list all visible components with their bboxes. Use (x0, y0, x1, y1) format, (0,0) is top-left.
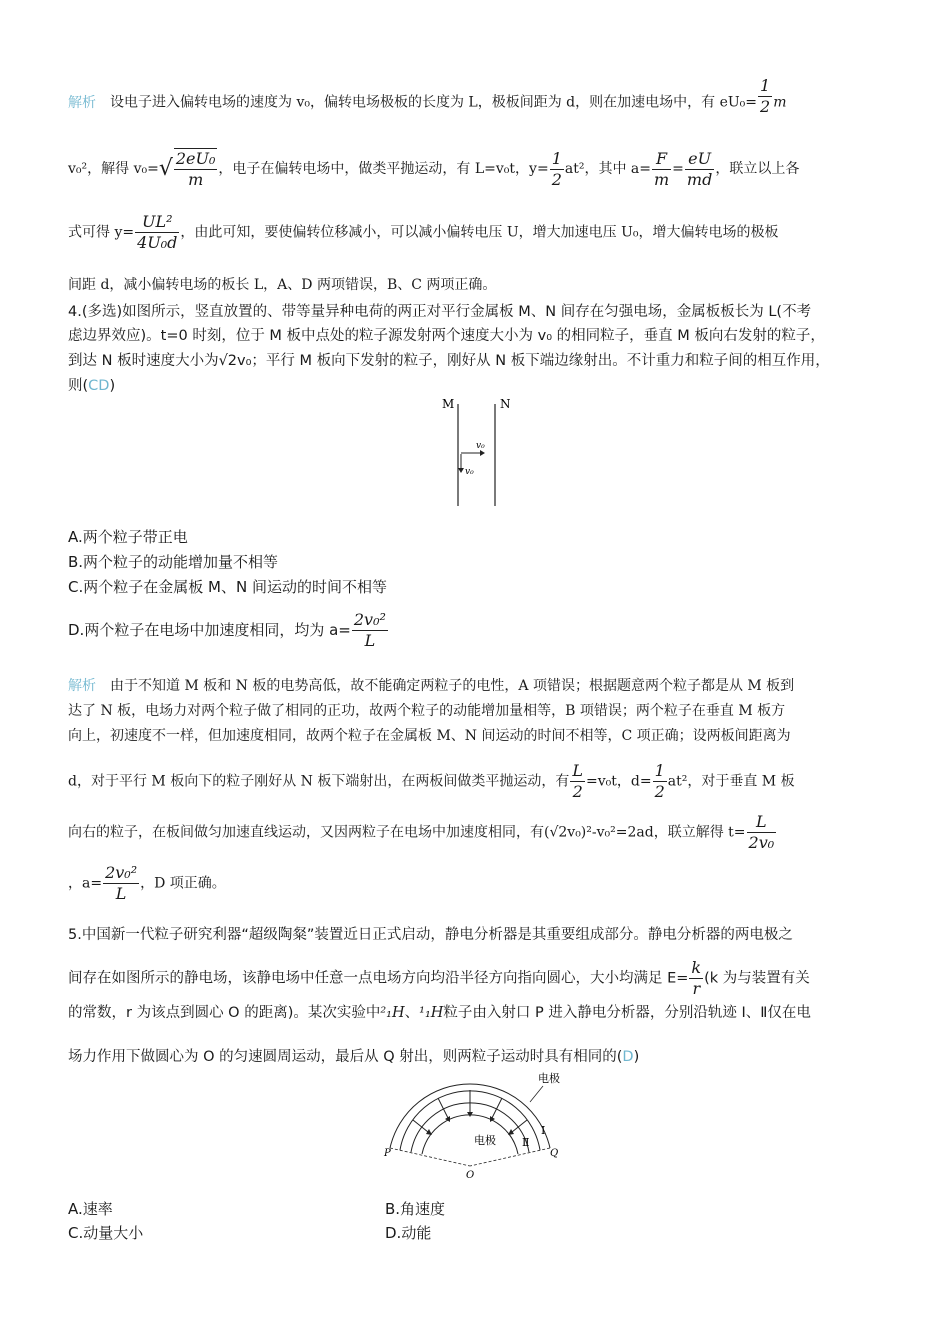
radius-left (390, 1148, 470, 1166)
q5-stem-line3: 的常数，r 为该点到圆心 O 的距离)。某次实验中²₁H、¹₁H粒子由入射口 P 进入静电分析器，分别沿轨迹 Ⅰ、Ⅱ仅在电 (68, 1005, 811, 1021)
fraction: $\frac{\text{2v₀²}}{L}$ (353, 610, 386, 650)
label-electrode-top: 电极 (538, 1072, 560, 1085)
isotope-protium: ¹₁H (419, 1005, 444, 1021)
q4-option-c[interactable]: C.两个粒子在金属板 M、N 间运动的时间不相等 (68, 578, 387, 596)
q5-option-b[interactable]: B.角速度 (385, 1200, 446, 1218)
q4-exp-line4: d，对于平行 M 板向下的粒子刚好从 N 板下端射出，在两板间做类平抛运动，有 $\frac{L}{2}$ =v₀t，d= $\frac{1}{2}$ at²，对于垂直 M 板 (68, 761, 795, 801)
arrowhead-down (458, 468, 464, 473)
label-track-1: Ⅰ (541, 1124, 546, 1137)
label-o: O (466, 1170, 475, 1181)
label-m: M (442, 397, 455, 411)
q4-exp-line1: 解析 由于不知道 M 板和 N 板的电势高低，故不能确定两粒子的电性，A 项错误；根据题意两个粒子都是从 M 板到 (68, 678, 795, 694)
label-v-right: v₀ (476, 441, 485, 451)
q4-exp-line6: ，a= $\frac{\text{2v₀²}}{L}$ ，D 项正确。 (68, 863, 226, 903)
label-p: P (384, 1148, 391, 1159)
q4-stem-line2: 虑边界效应)。t=0 时刻，位于 M 板中点处的粒子源发射两个速度大小为 v₀ 的相同粒子，垂直 M 板向右发射的粒子， (68, 328, 825, 344)
isotope-deuterium: ²₁H (380, 1005, 405, 1021)
q4-stem-line3: 到达 N 板时速度大小为√2v₀；平行 M 板向下发射的粒子，刚好从 N 板下端边缘射出。不计重力和粒子间的相互作用， (68, 353, 830, 369)
fraction: $\frac{F}{m}$ (654, 148, 670, 189)
fraction: $\frac{L}{\text{2v₀}}$ (748, 812, 775, 852)
q4-exp-line2: 达了 N 板，电场力对两个粒子做了相同的正功，故两个粒子的动能增加量相等，B 项错误；两个粒子在垂直 M 板方 (68, 703, 786, 719)
explanation-tag: 解析 (68, 94, 96, 111)
fraction: $\frac{eU}{md}$ (686, 148, 713, 189)
fraction: $\frac{1}{2}$ (760, 76, 771, 116)
q4-option-d[interactable]: D.两个粒子在电场中加速度相同，均为 a= $\frac{\text{2v₀²}}{L}$ (68, 610, 386, 650)
fraction: $\frac{\text{UL²}}{\text{4U₀d}}$ (137, 212, 178, 252)
q3-exp-line4: 间距 d，减小偏转电场的板长 L，A、D 两项错误，B、C 两项正确。 (68, 277, 497, 293)
fraction: $\frac{1}{2}$ (551, 148, 562, 189)
fraction: $\frac{k}{r}$ (691, 958, 702, 998)
q3-exp-line2: v₀²，解得 v₀=√ $\frac{\text{2eU₀}}{m}$ ，电子在偏转电场中，做类平抛运动，有 L=v₀t，y= $\frac{1}{2}$ at²，其中 a= $\frac{F}{m}$ = $\frac{eU}{md}$ ，联立以上各 (68, 148, 800, 189)
field-arrowhead (508, 1129, 514, 1135)
q5-option-a[interactable]: A.速率 (68, 1200, 113, 1218)
q4-option-a[interactable]: A.两个粒子带正电 (68, 528, 188, 546)
q4-stem-line4: 则(CD) (68, 378, 116, 394)
field-arrowhead (426, 1129, 432, 1135)
leader-line (530, 1086, 543, 1102)
inner-electrode (422, 1115, 518, 1154)
q5-stem-line4: 场力作用下做圆心为 O 的匀速圆周运动，最后从 Q 射出，则两粒子运动时具有相同的(D) (68, 1049, 640, 1065)
fraction: $\frac{\text{2v₀²}}{L}$ (105, 863, 138, 903)
q4-stem-line1: 4.(多选)如图所示，竖直放置的、带等量异种电荷的两正对平行金属板 M、N 间存在匀强电场，金属板板长为 L(不考 (68, 304, 812, 320)
label-track-2: Ⅱ (522, 1136, 530, 1149)
q5-answer: D (622, 1049, 634, 1065)
q5-stem-line1: 5.中国新一代粒子研究利器“超级陶粲”装置近日正式启动，静电分析器是其重要组成部分。静电分析器的两电极之 (68, 927, 793, 943)
q5-option-c[interactable]: C.动量大小 (68, 1224, 144, 1242)
q4-exp-line5: 向右的粒子，在板间做匀加速直线运动，又因两粒子在电场中加速度相同，有(√2v₀)²-v₀²=2ad，联立解得 t= $\frac{L}{\text{2v₀}}$ (68, 812, 775, 852)
q4-exp-line3: 向上，初速度不一样，但加速度相同，故两个粒子在金属板 M、N 间运动的时间不相等，C 项正确；设两板间距离为 (68, 728, 791, 744)
radius-right (470, 1148, 550, 1166)
sqrt-fraction: $\frac{\text{2eU₀}}{m}$ (175, 149, 216, 189)
label-q: Q (550, 1148, 559, 1159)
fraction: $\frac{1}{2}$ (654, 761, 665, 801)
q4-option-b[interactable]: B.两个粒子的动能增加量不相等 (68, 553, 279, 571)
q4-plates-figure (430, 392, 530, 514)
q5-stem-line2: 间存在如图所示的静电场，该静电场中任意一点电场方向均沿半径方向指向圆心，大小均满足 E= $\frac{k}{r}$ (k 为与装置有关 (68, 958, 810, 998)
q4-answer: CD (88, 378, 110, 394)
q5-analyzer-figure (378, 1068, 578, 1184)
q3-exp-line1: 解析 设电子进入偏转电场的速度为 v₀，偏转电场极板的长度为 L，极板间距为 d，则在加速电场中，有 eU₀= $\frac{1}{2}$ m (68, 76, 787, 116)
label-n: N (500, 397, 511, 411)
label-electrode-inner: 电极 (474, 1134, 496, 1147)
q5-option-d[interactable]: D.动能 (385, 1224, 432, 1242)
explanation-tag: 解析 (68, 678, 96, 694)
q3-exp-line3: 式可得 y= $\frac{\text{UL²}}{\text{4U₀d}}$ ，由此可知，要使偏转位移减小，可以减小偏转电压 U，增大加速电压 U₀，增大偏转电场的极板 (68, 212, 779, 252)
label-v-down: v₀ (465, 467, 474, 477)
sqrt-icon: √ (158, 156, 173, 181)
fraction: $\frac{L}{2}$ (572, 761, 583, 801)
